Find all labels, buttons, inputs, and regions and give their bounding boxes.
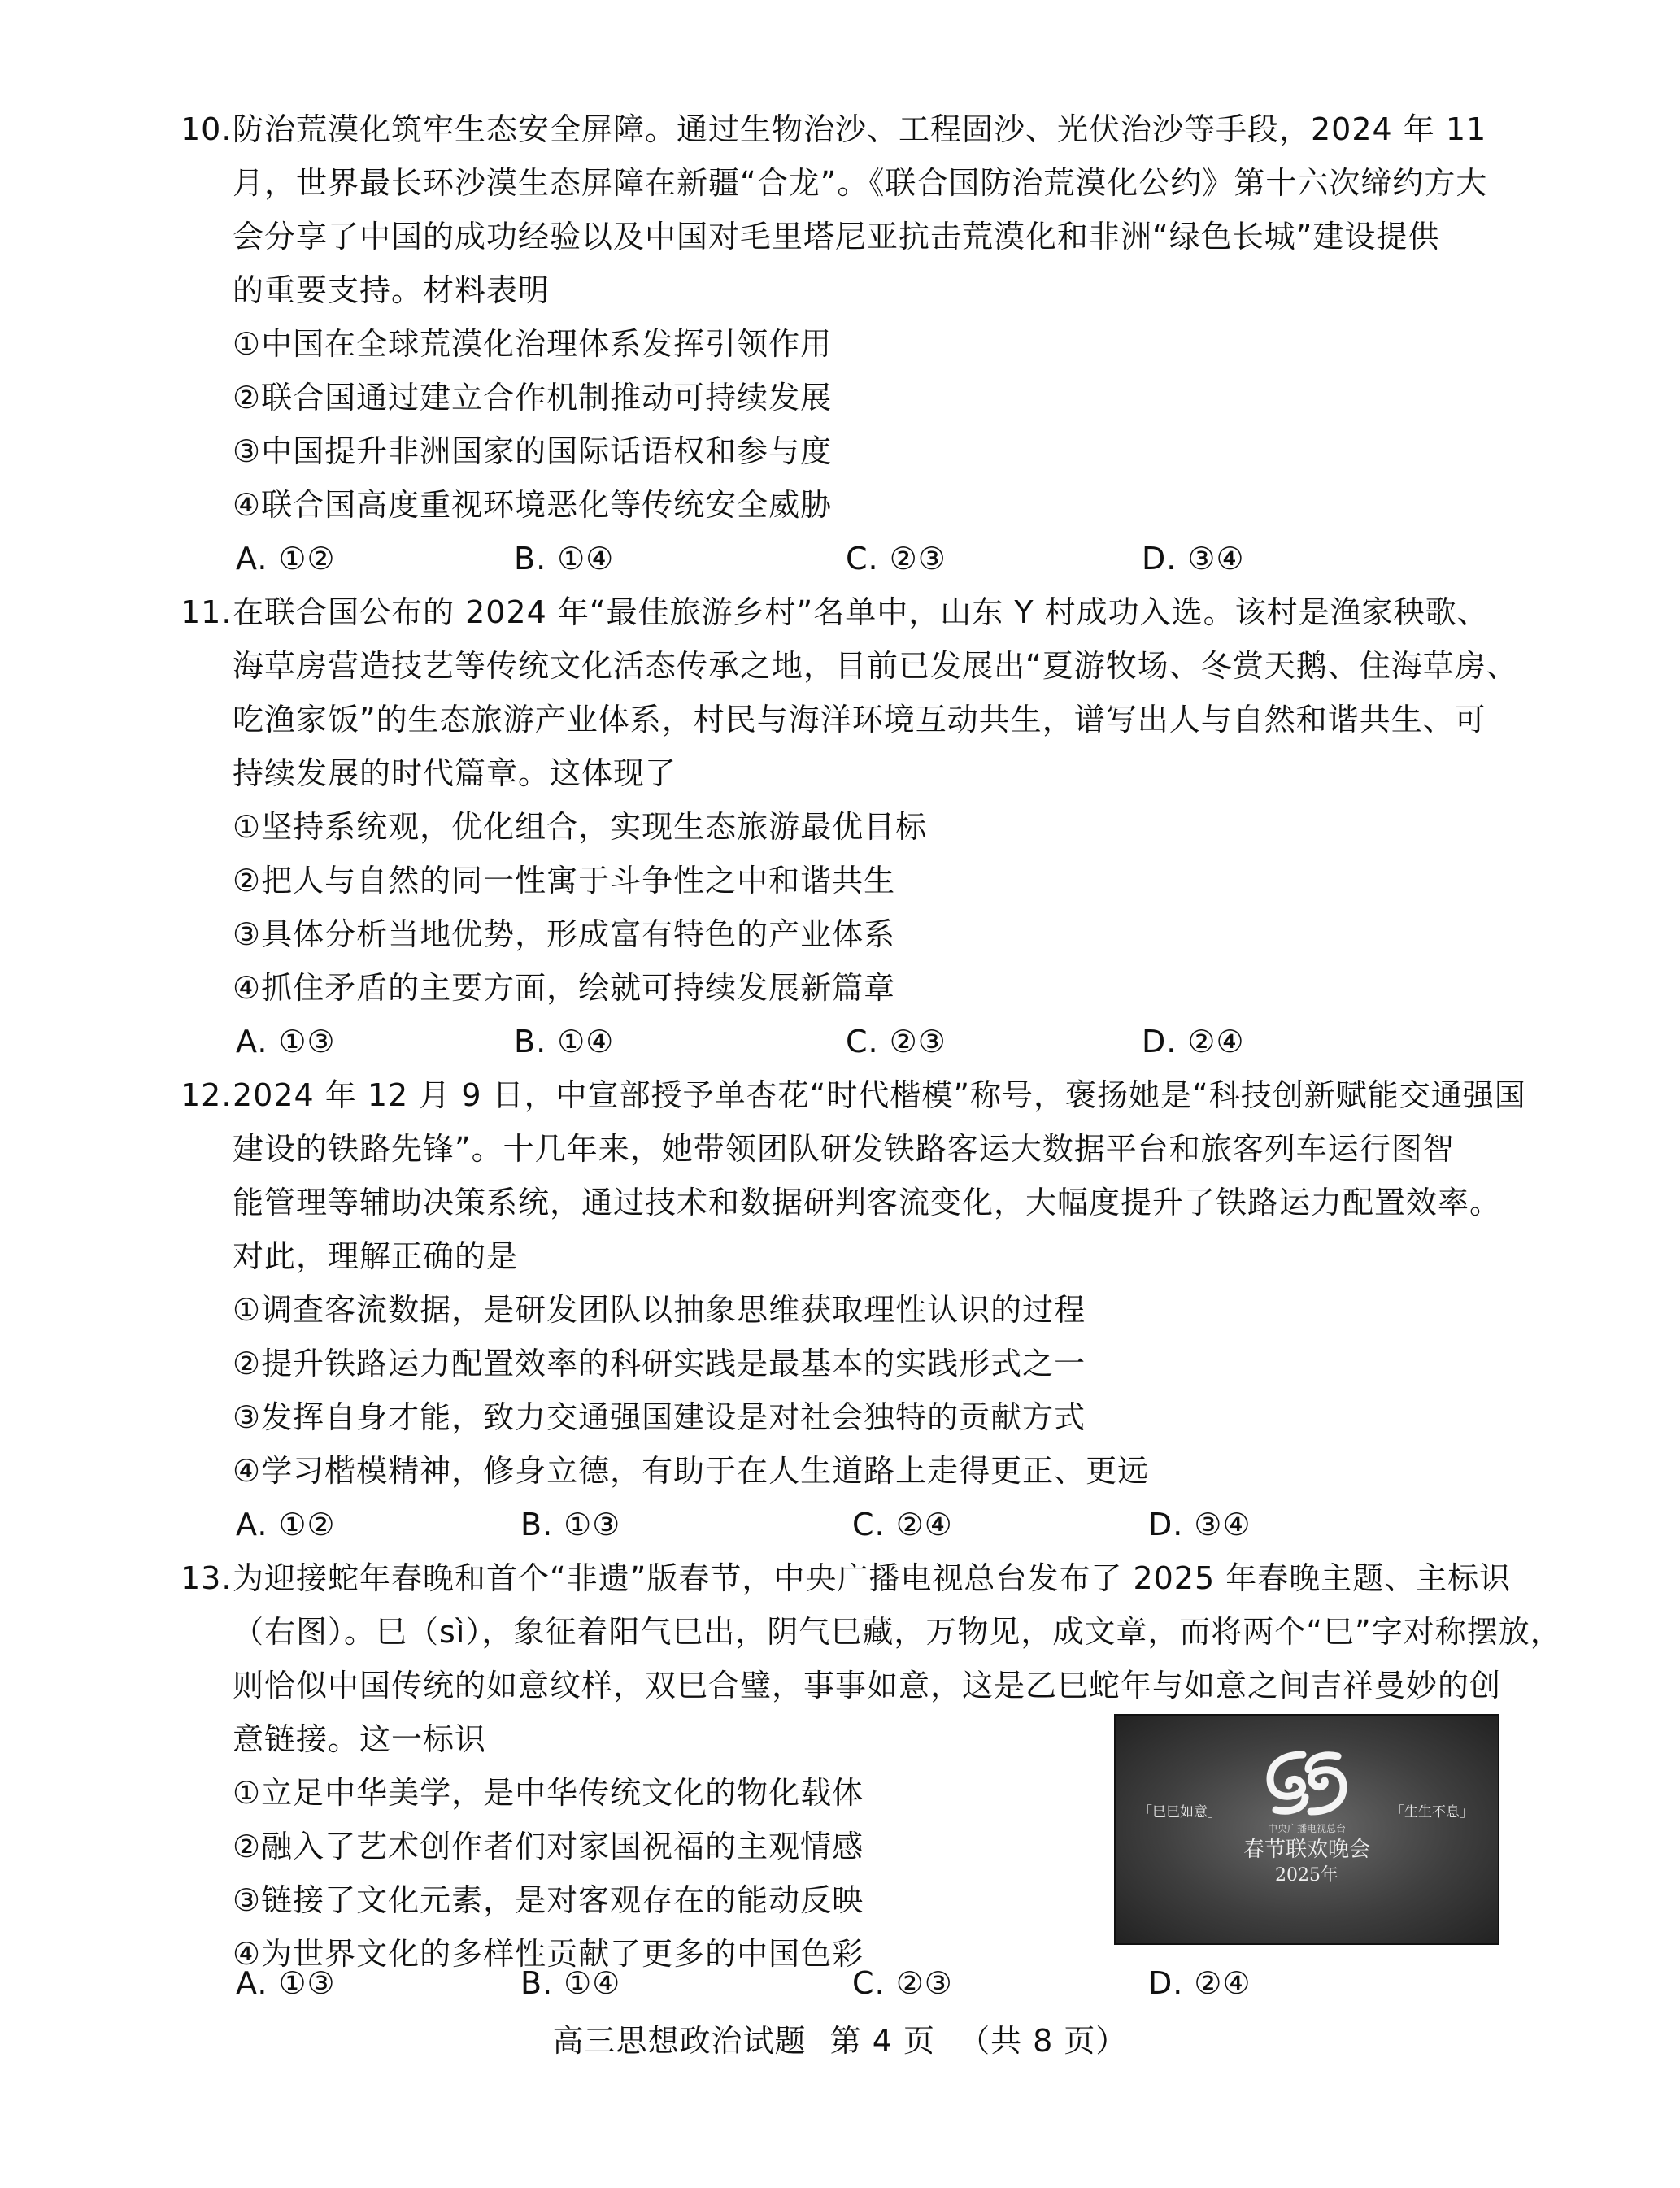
question-text-line: 海草房营造技艺等传统文化活态传承之地，目前已发展出“夏游牧场、冬赏天鹅、住海草房、 [233, 648, 1518, 684]
question-text-line: 为迎接蛇年春晚和首个“非遗”版春节，中央广播电视总台发布了 2025 年春晚主题、主标识 [233, 1560, 1512, 1596]
answer-choice-a: A. ①② [236, 1507, 336, 1542]
question-text-line: 防治荒漠化筑牢生态安全屏障。通过生物治沙、工程固沙、光伏治沙等手段，2024 年 11 [233, 111, 1487, 147]
question-text-line: 能管理等辅助决策系统，通过技术和数据研判客流变化，大幅度提升了铁路运力配置效率。 [233, 1185, 1502, 1220]
logo-title: 春节联欢晚会 [1243, 1838, 1370, 1862]
statement-option: ③链接了文化元素，是对客观存在的能动反映 [233, 1882, 864, 1918]
answer-choice-c: C. ②③ [852, 1965, 953, 2001]
answer-choice-b: B. ①③ [520, 1507, 621, 1542]
statement-option: ①坚持系统观，优化组合，实现生态旅游最优目标 [233, 809, 928, 845]
answer-choice-a: A. ①③ [236, 1024, 336, 1059]
statement-option: ①立足中华美学，是中华传统文化的物化载体 [233, 1775, 864, 1811]
logo-right-tag: 「生生不息」 [1391, 1804, 1473, 1820]
answer-choice-b: B. ①④ [514, 541, 615, 576]
answer-choice-c: C. ②④ [852, 1507, 953, 1542]
answer-choice-a: A. ①② [236, 541, 336, 576]
statement-option: ④抓住矛盾的主要方面，绘就可持续发展新篇章 [233, 970, 896, 1006]
question-text-line: 会分享了中国的成功经验以及中国对毛里塔尼亚抗击荒漠化和非洲“绿色长城”建设提供 [233, 219, 1440, 254]
logo-year: 2025年 [1275, 1865, 1338, 1886]
question-number: 10. [181, 111, 233, 147]
question-text-line: 对此，理解正确的是 [233, 1238, 519, 1274]
answer-choice-c: C. ②③ [846, 541, 947, 576]
footer-page-number: 第 4 页 [829, 2023, 935, 2059]
statement-option: ①调查客流数据，是研发团队以抽象思维获取理性认识的过程 [233, 1292, 1086, 1328]
page-footer [0, 2021, 1680, 2060]
question-number: 12. [181, 1077, 233, 1113]
answer-choice-c: C. ②③ [846, 1024, 947, 1059]
question-text-line: 建设的铁路先锋”。十几年来，她带领团队研发铁路客运大数据平台和旅客列车运行图智 [233, 1131, 1455, 1167]
answer-choice-d: D. ②④ [1148, 1965, 1251, 2001]
statement-option: ③发挥自身才能，致力交通强国建设是对社会独特的贡献方式 [233, 1399, 1086, 1435]
question-text-line: 的重要支持。材料表明 [233, 272, 551, 308]
question-text-line: 2024 年 12 月 9 日，中宣部授予单杏花“时代楷模”称号，褒扬她是“科技创新赋能交通强国 [233, 1077, 1526, 1113]
statement-option: ②提升铁路运力配置效率的科研实践是最基本的实践形式之一 [233, 1346, 1086, 1381]
statement-option: ③中国提升非洲国家的国际话语权和参与度 [233, 433, 833, 469]
answer-choice-b: B. ①④ [514, 1024, 615, 1059]
spring-gala-logo-image [1114, 1714, 1499, 1945]
question-number: 11. [181, 594, 233, 630]
answer-choice-d: D. ②④ [1142, 1024, 1245, 1059]
footer-total-pages: （共 8 页） [959, 2023, 1128, 2059]
logo-left-tag: 「巳巳如意」 [1138, 1804, 1221, 1820]
question-number: 13. [181, 1560, 233, 1596]
statement-option: ②把人与自然的同一性寓于斗争性之中和谐共生 [233, 863, 896, 898]
answer-choice-d: D. ③④ [1142, 541, 1245, 576]
question-text-line: 在联合国公布的 2024 年“最佳旅游乡村”名单中，山东 Y 村成功入选。该村是渔家秧歌、 [233, 594, 1489, 630]
statement-option: ④学习楷模精神，修身立德，有助于在人生道路上走得更正、更远 [233, 1453, 1150, 1489]
question-text-line: 吃渔家饭”的生态旅游产业体系，村民与海洋环境互动共生，谱写出人与自然和谐共生、可 [233, 702, 1486, 737]
statement-option: ④联合国高度重视环境恶化等传统安全威胁 [233, 487, 833, 523]
question-text-line: （右图）。巳（sì），象征着阳气巳出，阴气巳藏，万物见，成文章，而将两个“巳”字对称摆放， [233, 1614, 1562, 1650]
question-text-line: 意链接。这一标识 [233, 1721, 487, 1757]
statement-option: ①中国在全球荒漠化治理体系发挥引领作用 [233, 326, 833, 362]
statement-option: ④为世界文化的多样性贡献了更多的中国色彩 [233, 1936, 864, 1972]
question-text-line: 月，世界最长环沙漠生态屏障在新疆“合龙”。《联合国防治荒漠化公约》第十六次缔约方大 [233, 165, 1488, 201]
question-text-line: 则恰似中国传统的如意纹样，双巳合璧，事事如意，这是乙巳蛇年与如意之间吉祥曼妙的创 [233, 1668, 1502, 1703]
answer-choice-d: D. ③④ [1148, 1507, 1251, 1542]
question-text-line: 持续发展的时代篇章。这体现了 [233, 755, 677, 791]
statement-option: ②联合国通过建立合作机制推动可持续发展 [233, 380, 833, 415]
logo-broadcaster: 中央广播电视总台 [1267, 1823, 1346, 1834]
answer-choice-a: A. ①③ [236, 1965, 336, 2001]
footer-subject: 高三思想政治试题 [552, 2023, 807, 2059]
double-si-logo-icon [1258, 1746, 1356, 1820]
statement-option: ②融入了艺术创作者们对家国祝福的主观情感 [233, 1829, 864, 1864]
statement-option: ③具体分析当地优势，形成富有特色的产业体系 [233, 916, 896, 952]
answer-choice-b: B. ①④ [520, 1965, 621, 2001]
